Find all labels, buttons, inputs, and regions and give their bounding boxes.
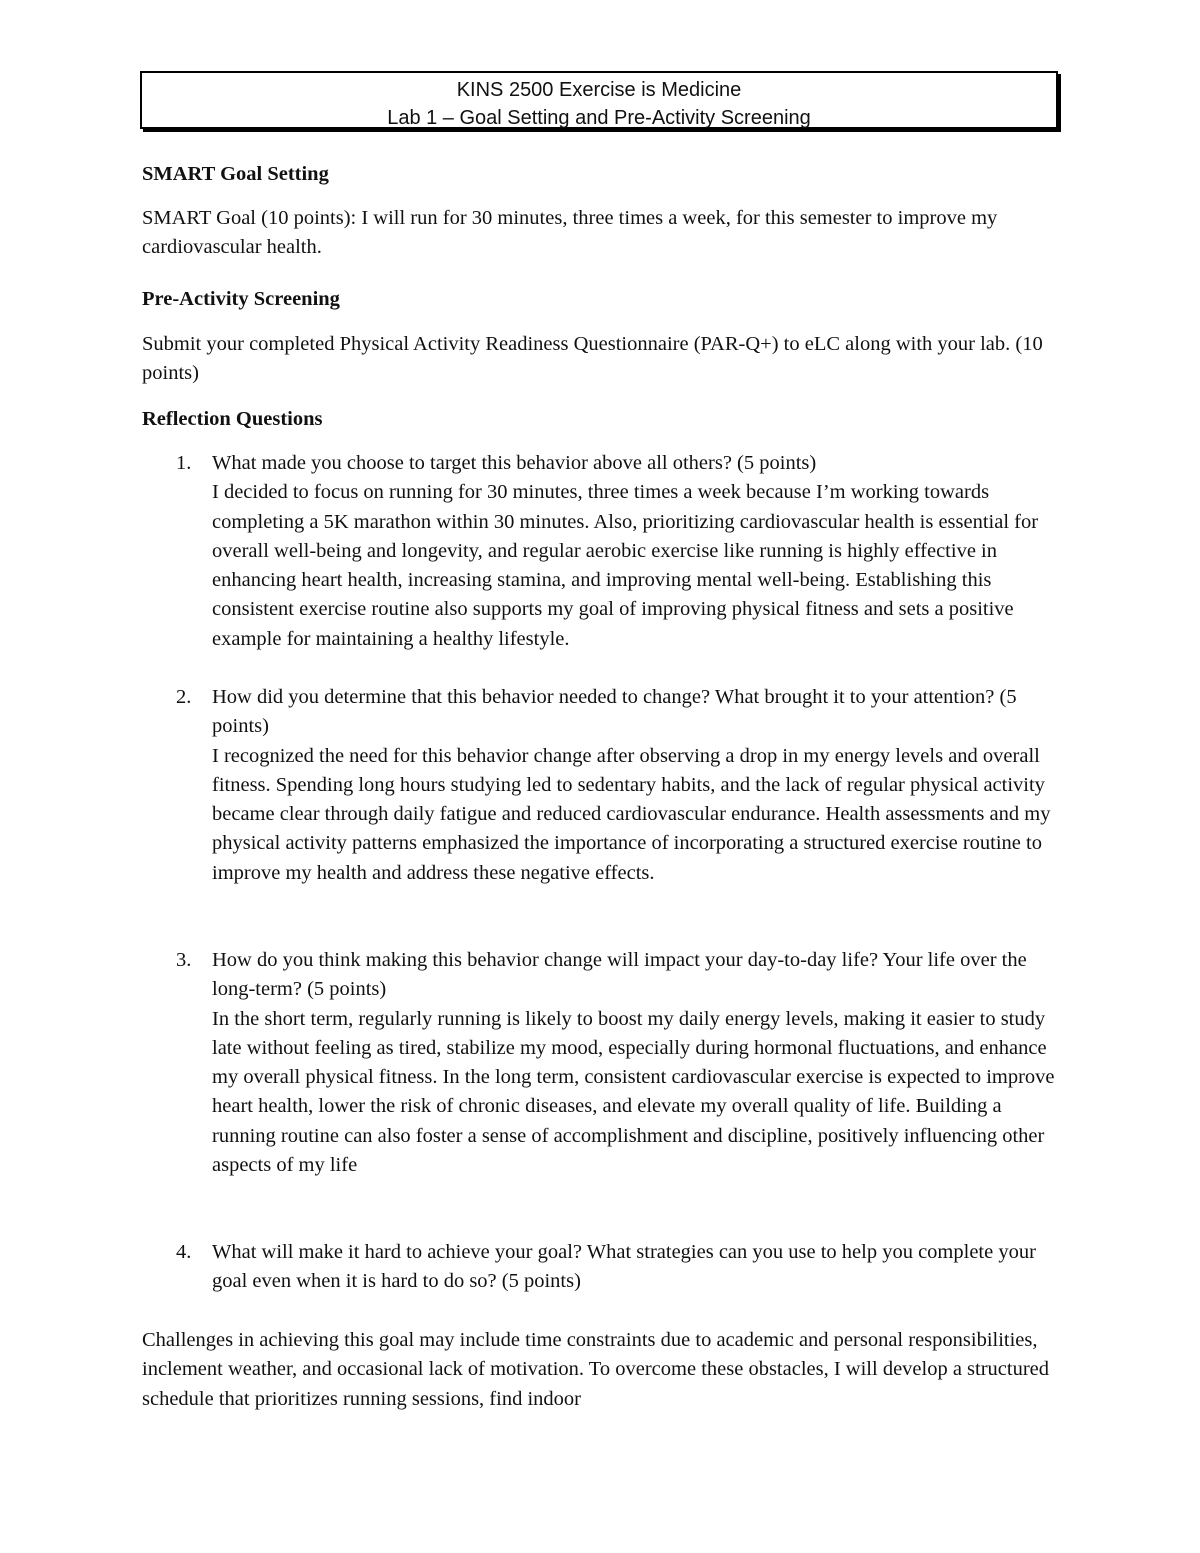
screening-heading: Pre-Activity Screening	[142, 288, 340, 310]
question-number: 1.	[176, 452, 192, 474]
question-text: How do you think making this behavior change will impact your day-to-day life? Your life over the long-term? (5 points)	[212, 949, 1027, 1001]
answer-text: I decided to focus on running for 30 minutes, three times a week because I’m working towards completing a 5K marathon within 30 minutes. Also, prioritizing cardiovascular health is essential for overall well-being and longevity, and regular aerobic exercise like running is highly effective in enhancing heart health, increasing stamina, and improving mental well-being. Establishing this consistent exercise routine also supports my goal of improving physical fitness and sets a positive example for maintaining a healthy lifestyle.	[212, 481, 1039, 650]
question-number: 4.	[176, 1241, 192, 1263]
question-text: How did you determine that this behavior needed to change? What brought it to your attention? (5 points)	[212, 686, 1017, 738]
question-number: 3.	[176, 949, 192, 971]
reflection-heading: Reflection Questions	[142, 408, 323, 430]
question-text: What made you choose to target this behavior above all others? (5 points)	[212, 452, 817, 474]
answer-text: I recognized the need for this behavior change after observing a drop in my energy levels and overall fitness. Spending long hours studying led to sedentary habits, and the lack of regular physical activity became clear through daily fatigue and reduced cardiovascular endurance. Health assessments and my physical activity patterns emphasized the importance of incorporating a structured exercise routine to improve my health and address these negative effects.	[212, 744, 1051, 884]
title-box	[140, 71, 1058, 129]
closing-answer-text: Challenges in achieving this goal may include time constraints due to academic and personal responsibilities, inclement weather, and occasional lack of motivation. To overcome these obstacles, I will develop a structured schedule that prioritizes running sessions, find indoor	[142, 1329, 1050, 1410]
lab-title: Lab 1 – Goal Setting and Pre-Activity Screening	[387, 107, 811, 129]
smart-goal-text: SMART Goal (10 points): I will run for 30 minutes, three times a week, for this semester to improve my cardiovascular health.	[142, 207, 998, 259]
smart-heading: SMART Goal Setting	[142, 163, 329, 185]
question-text: What will make it hard to achieve your goal? What strategies can you use to help you complete your goal even when it is hard to do so? (5 points)	[212, 1241, 1036, 1293]
course-title: KINS 2500 Exercise is Medicine	[456, 79, 742, 101]
question-number: 2.	[176, 686, 192, 708]
answer-text: In the short term, regularly running is likely to boost my daily energy levels, making it easier to study late without feeling as tired, stabilize my mood, especially during hormonal fluctuations, and enhance my overall physical fitness. In the long term, consistent cardiovascular exercise is expected to improve heart health, lower the risk of chronic diseases, and elevate my overall quality of life. Building a running routine can also foster a sense of accomplishment and discipline, positively influencing other aspects of my life	[212, 1007, 1055, 1177]
screening-text: Submit your completed Physical Activity Readiness Questionnaire (PAR-Q+) to eLC along with your lab. (10 points)	[142, 333, 1043, 385]
